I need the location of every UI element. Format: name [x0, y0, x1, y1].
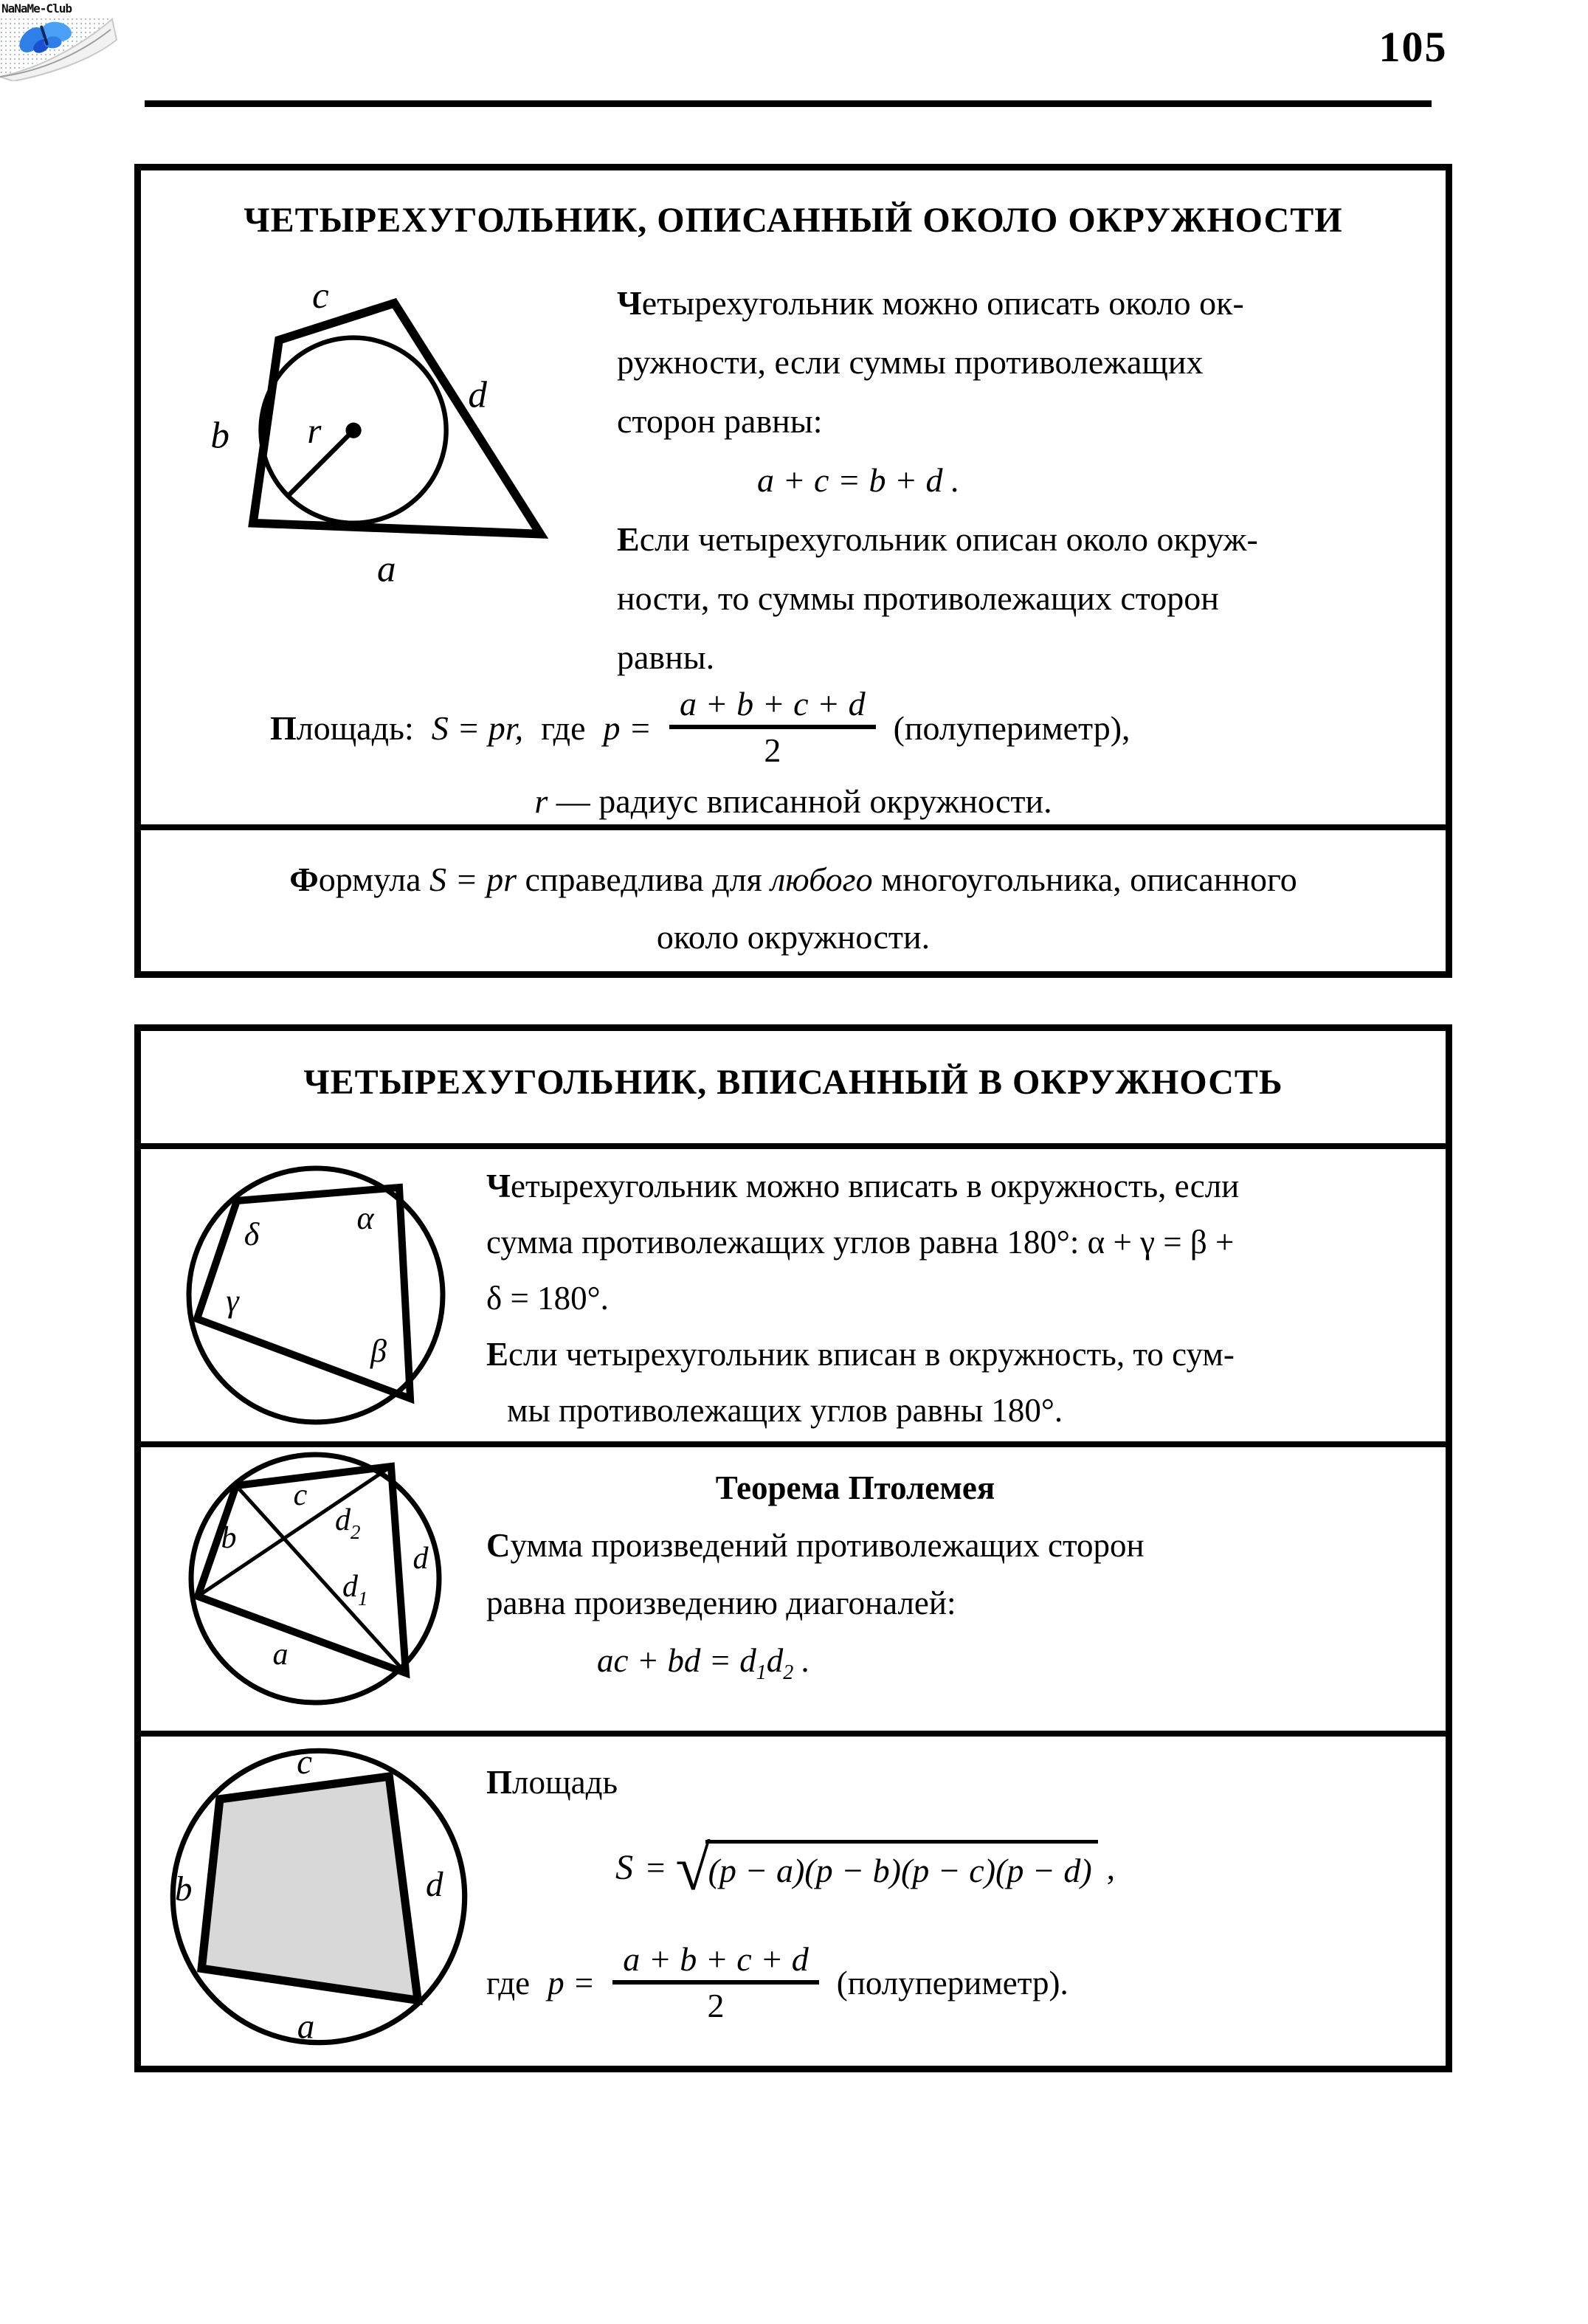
paragraph-line: Если четырехугольник описан около окруж-	[617, 520, 1258, 558]
paragraph-line: Сумма произведений противолежащих сторон	[486, 1527, 1145, 1564]
p-equals: p =	[603, 708, 652, 747]
watermark	[0, 0, 125, 81]
radius-label: r	[307, 410, 322, 452]
semiperimeter-note: (полупериметр),	[893, 708, 1130, 747]
ptolemy-text	[486, 1459, 1429, 1702]
semiperimeter-fraction: a + b + c + d 2	[669, 683, 876, 772]
side-b-label: b	[210, 414, 229, 457]
side-a-label: a	[297, 2007, 315, 2047]
paragraph-line: равны.	[617, 638, 715, 676]
inscribed-quadrilateral-angles-diagram	[150, 1155, 474, 1435]
paragraph-line: δ = 180°.	[486, 1280, 609, 1317]
paragraph-line: Четырехугольник можно описать около ок-	[617, 284, 1244, 322]
square-root: √ (p − a)(p − b)(p − c)(p − d)	[675, 1840, 1097, 1896]
side-c-label: c	[312, 281, 329, 317]
paragraph-line: Четырехугольник можно вписать в окружность, если	[486, 1168, 1240, 1204]
side-d-label: d	[425, 1865, 443, 1904]
section-title: ЧЕТЫРЕХУГОЛЬНИК, ВПИСАННЫЙ В ОКРУЖНОСТЬ	[303, 1063, 1283, 1102]
area-label: Площадь:	[270, 708, 414, 747]
box2-divider-1	[134, 1143, 1452, 1149]
note-line: Формула S = pr справедлива для любого многоугольника, описанного	[289, 861, 1297, 898]
section-title: ЧЕТЫРЕХУГОЛЬНИК, ОПИСАННЫЙ ОКОЛО ОКРУЖНОСТИ	[244, 201, 1343, 240]
side-d-label: d	[412, 1542, 429, 1576]
paragraph-line: мы противолежащих углов равны 180°.	[507, 1392, 1063, 1429]
paragraph-line: сторон равны:	[617, 402, 823, 440]
area-formula	[270, 683, 1130, 772]
sides-sum-formula: a + c = b + d .	[757, 461, 960, 499]
watermark-label: NaNaMe-Club	[1, 1, 72, 15]
area-equation: S = pr,	[431, 708, 524, 747]
circumscribed-text	[617, 274, 1429, 687]
semiperimeter-fraction: a + b + c + d 2	[612, 1939, 819, 2027]
side-c-label: c	[293, 1478, 308, 1512]
circumscribed-quadrilateral-diagram	[182, 281, 573, 587]
brahmagupta-formula: S = √ (p − a)(p − b)(p − c)(p − d) ,	[615, 1832, 1115, 1903]
where-word: где	[541, 708, 586, 747]
ptolemy-heading: Теорема Птолемея	[715, 1469, 995, 1506]
diagonal-d1-label: $d_1$	[342, 1570, 368, 1610]
side-b-label: b	[174, 1870, 193, 1909]
angle-beta-label: β	[370, 1333, 387, 1369]
side-d-label: d	[468, 373, 487, 416]
angle-alpha-label: α	[356, 1200, 374, 1236]
ptolemy-formula: ac + bd = $d_1d_2$ .	[597, 1642, 810, 1684]
page-number: 105	[1378, 23, 1448, 71]
area-heading: Площадь	[486, 1764, 618, 1801]
note-line: около окружности.	[656, 918, 931, 956]
side-b-label: b	[221, 1521, 237, 1555]
shaded-inscribed-quadrilateral-diagram	[152, 1742, 486, 2052]
radius-definition: r — радиус вписанной окружности.	[534, 782, 1052, 820]
inscribed-condition-text	[486, 1158, 1429, 1438]
angle-delta-label: δ	[244, 1216, 260, 1252]
box1-divider	[134, 824, 1452, 830]
paragraph-line: ружности, если суммы противолежащих	[617, 343, 1204, 381]
side-a-label: a	[377, 548, 396, 587]
header-rule	[145, 100, 1432, 107]
paragraph-line: ности, то суммы противолежащих сторон	[617, 579, 1219, 617]
paragraph-line: сумма противолежащих углов равна 180°: α + γ = β +	[486, 1224, 1235, 1261]
pr-formula-note	[141, 851, 1446, 966]
circumscribed-quadrilateral-section	[134, 164, 1452, 978]
box2-divider-3	[134, 1731, 1452, 1737]
ptolemy-diagram	[150, 1452, 473, 1717]
side-a-label: a	[272, 1638, 289, 1672]
semiperimeter-definition: где p = a + b + c + d 2 (полупериметр).	[486, 1939, 1435, 2027]
area-text	[486, 1753, 1435, 2027]
angle-gamma-label: γ	[226, 1283, 239, 1319]
inscribed-quadrilateral-section	[134, 1024, 1452, 2072]
box2-divider-2	[134, 1441, 1452, 1447]
paragraph-line: Если четырехугольник вписан в окружность, то сум-	[486, 1336, 1235, 1373]
paragraph-line: равна произведению диагоналей:	[486, 1585, 956, 1621]
radical-sign: √	[675, 1832, 711, 1903]
diagonal-d2-label: $d_2$	[335, 1503, 361, 1543]
side-c-label: c	[297, 1743, 312, 1782]
